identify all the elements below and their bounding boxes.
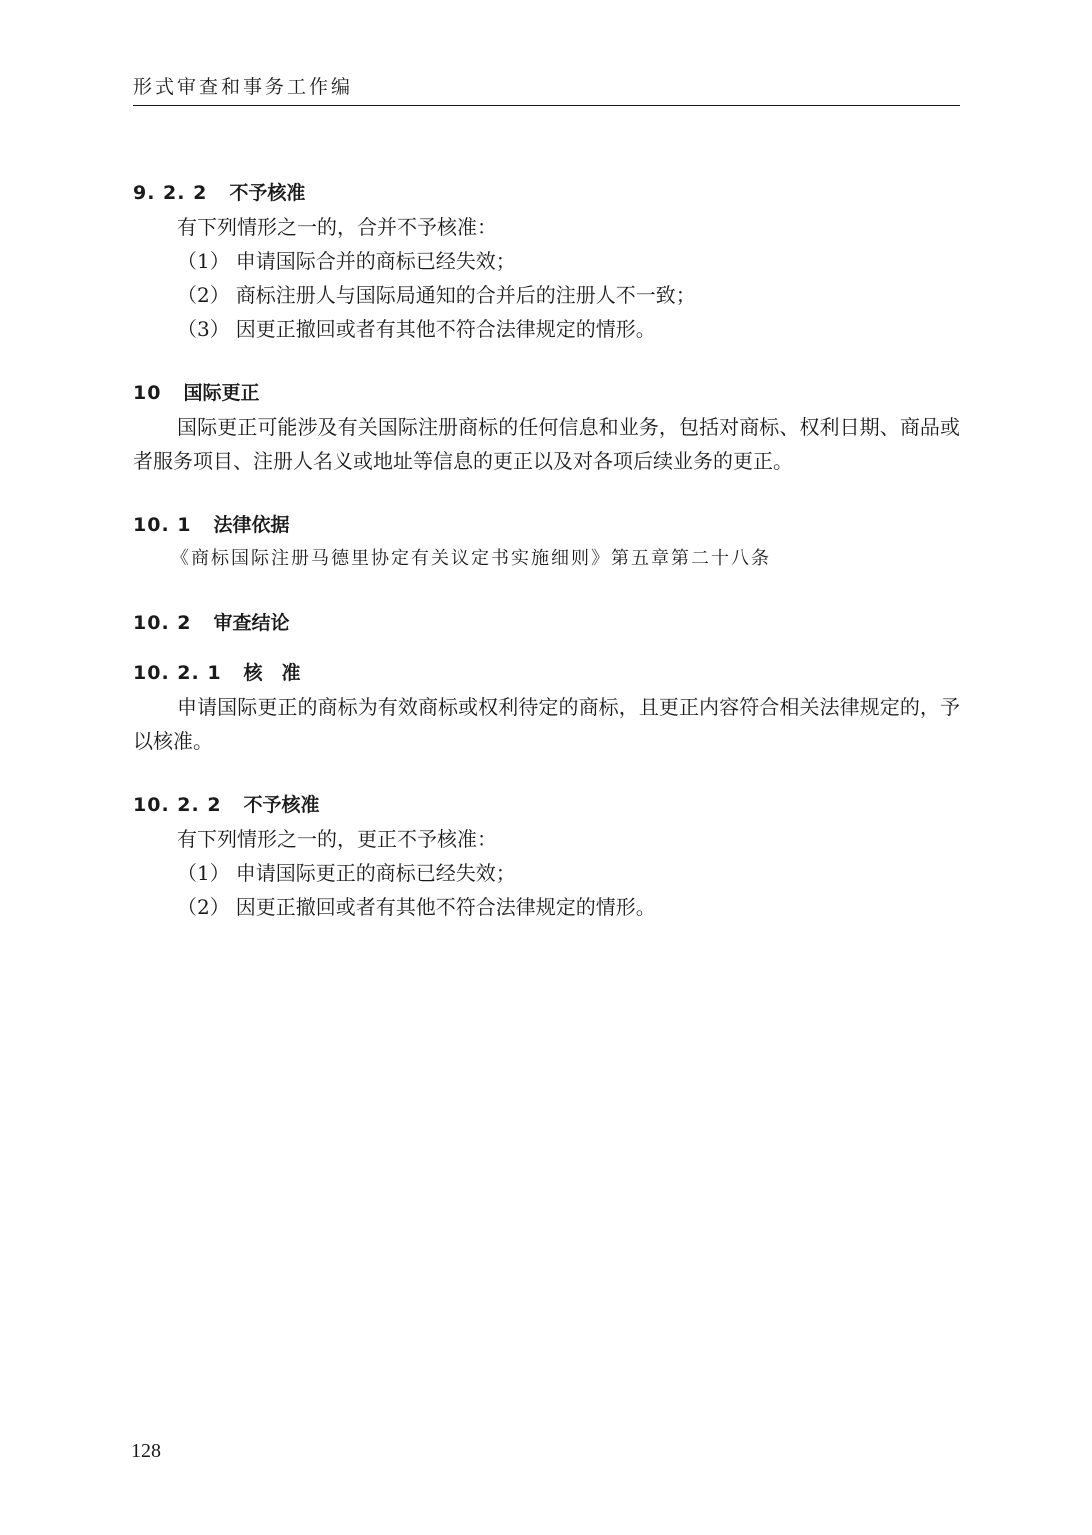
section-number: 10. 2 <box>133 612 192 634</box>
section-heading <box>133 606 960 640</box>
section-number: 10. 2. 2 <box>133 794 222 816</box>
list-text: 申请国际更正的商标已经失效； <box>235 861 516 885</box>
section-10-2-2 <box>133 788 960 924</box>
legal-citation: 《商标国际注册马德里协定有关议定书实施细则》第五章第二十八条 <box>171 548 771 569</box>
list-index: （1） <box>177 249 230 273</box>
list-item <box>133 312 960 346</box>
list-item <box>133 244 960 278</box>
page-number: 128 <box>131 1440 161 1462</box>
section-body: 申请国际更正的商标为有效商标或权利待定的商标，且更正内容符合相关法律规定的，予以核准。 <box>133 695 960 753</box>
list-text: 因更正撤回或者有其他不符合法律规定的情形。 <box>235 895 656 919</box>
list-text: 申请国际合并的商标已经失效； <box>235 249 516 273</box>
list-item <box>133 856 960 890</box>
section-intro: 有下列情形之一的，合并不予核准： <box>177 215 497 239</box>
section-title: 法律依据 <box>213 514 290 536</box>
section-10-2-1 <box>133 656 960 758</box>
section-number: 10. 1 <box>133 514 192 536</box>
section-number: 10. 2. 1 <box>133 662 222 684</box>
list-item <box>133 278 960 312</box>
section-9-2-2 <box>133 176 960 346</box>
section-number: 9. 2. 2 <box>133 182 208 204</box>
section-body: 国际更正可能涉及有关国际注册商标的任何信息和业务，包括对商标、权利日期、商品或者服务项目、注册人名义或地址等信息的更正以及对各项后续业务的更正。 <box>133 415 960 473</box>
running-header: 形式审查和事务工作编 <box>133 76 354 98</box>
section-title: 审查结论 <box>213 612 290 634</box>
page-content <box>133 176 960 924</box>
list-index: （3） <box>177 317 230 341</box>
list-index: （2） <box>177 895 230 919</box>
section-heading <box>133 656 960 690</box>
section-10-1 <box>133 508 960 576</box>
section-title: 不予核准 <box>229 182 306 204</box>
section-title: 不予核准 <box>243 794 320 816</box>
section-number: 10 <box>133 382 162 404</box>
section-heading <box>133 508 960 542</box>
section-heading <box>133 376 960 410</box>
section-title: 核 准 <box>243 662 301 684</box>
section-title: 国际更正 <box>183 382 260 404</box>
section-10 <box>133 376 960 478</box>
section-10-2 <box>133 606 960 640</box>
list-text: 商标注册人与国际局通知的合并后的注册人不一致； <box>235 283 696 307</box>
section-heading <box>133 176 960 210</box>
list-index: （2） <box>177 283 230 307</box>
list-index: （1） <box>177 861 230 885</box>
list-item <box>133 890 960 924</box>
section-heading <box>133 788 960 822</box>
header-rule <box>133 105 960 106</box>
section-intro: 有下列情形之一的，更正不予核准： <box>177 827 497 851</box>
list-text: 因更正撤回或者有其他不符合法律规定的情形。 <box>235 317 656 341</box>
